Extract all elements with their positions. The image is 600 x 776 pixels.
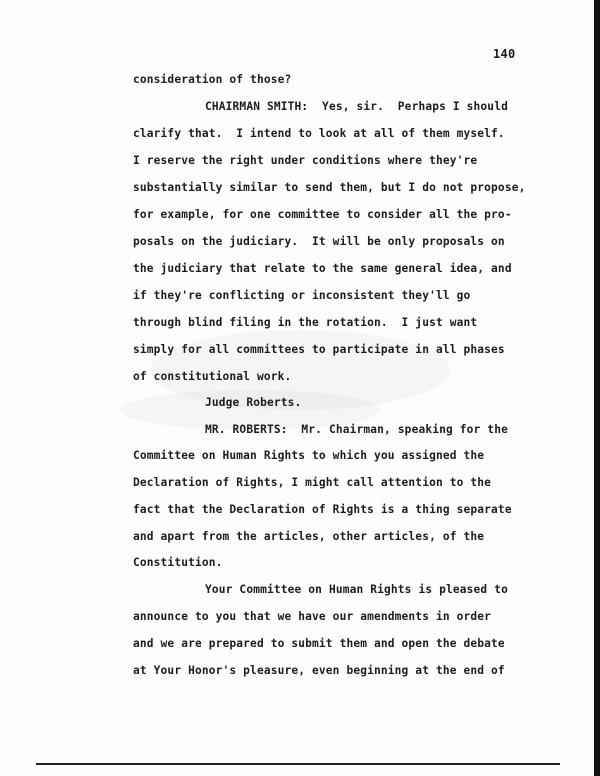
text-line: simply for all committees to participate in all phases — [133, 343, 505, 356]
text-line: Declaration of Rights, I might call attention to the — [133, 476, 492, 489]
text-line: MR. ROBERTS: Mr. Chairman, speaking for the — [205, 423, 508, 436]
text-line: substantially similar to send them, but I do not propose, — [133, 181, 526, 194]
text-line: Committee on Human Rights to which you assigned the — [133, 449, 485, 462]
text-line: consideration of those? — [133, 73, 292, 86]
text-line: for example, for one committee to consider all the pro- — [133, 208, 512, 221]
text-line: at Your Honor's pleasure, even beginning at the end of — [133, 664, 505, 677]
text-line: Your Committee on Human Rights is pleased to — [205, 583, 508, 596]
text-line: Constitution. — [133, 556, 223, 569]
page-edge — [594, 0, 600, 776]
page-number: 140 — [493, 47, 516, 61]
text-line: of constitutional work. — [133, 370, 292, 383]
text-line: posals on the judiciary. It will be only proposals on — [133, 235, 505, 248]
text-line: CHAIRMAN SMITH: Yes, sir. Perhaps I should — [205, 100, 508, 113]
text-line: announce to you that we have our amendments in order — [133, 610, 492, 623]
text-line: clarify that. I intend to look at all of them myself. — [133, 127, 505, 140]
text-line: I reserve the right under conditions where they're — [133, 154, 478, 167]
text-line: and apart from the articles, other articles, of the — [133, 530, 485, 543]
text-line: through blind filing in the rotation. I just want — [133, 316, 478, 329]
text-line: and we are prepared to submit them and open the debate — [133, 637, 505, 650]
text-line: fact that the Declaration of Rights is a thing separate — [133, 503, 512, 516]
text-line: the judiciary that relate to the same general idea, and — [133, 262, 512, 275]
text-line: Judge Roberts. — [205, 396, 302, 409]
bottom-rule — [36, 763, 560, 765]
text-line: if they're conflicting or inconsistent they'll go — [133, 289, 471, 302]
